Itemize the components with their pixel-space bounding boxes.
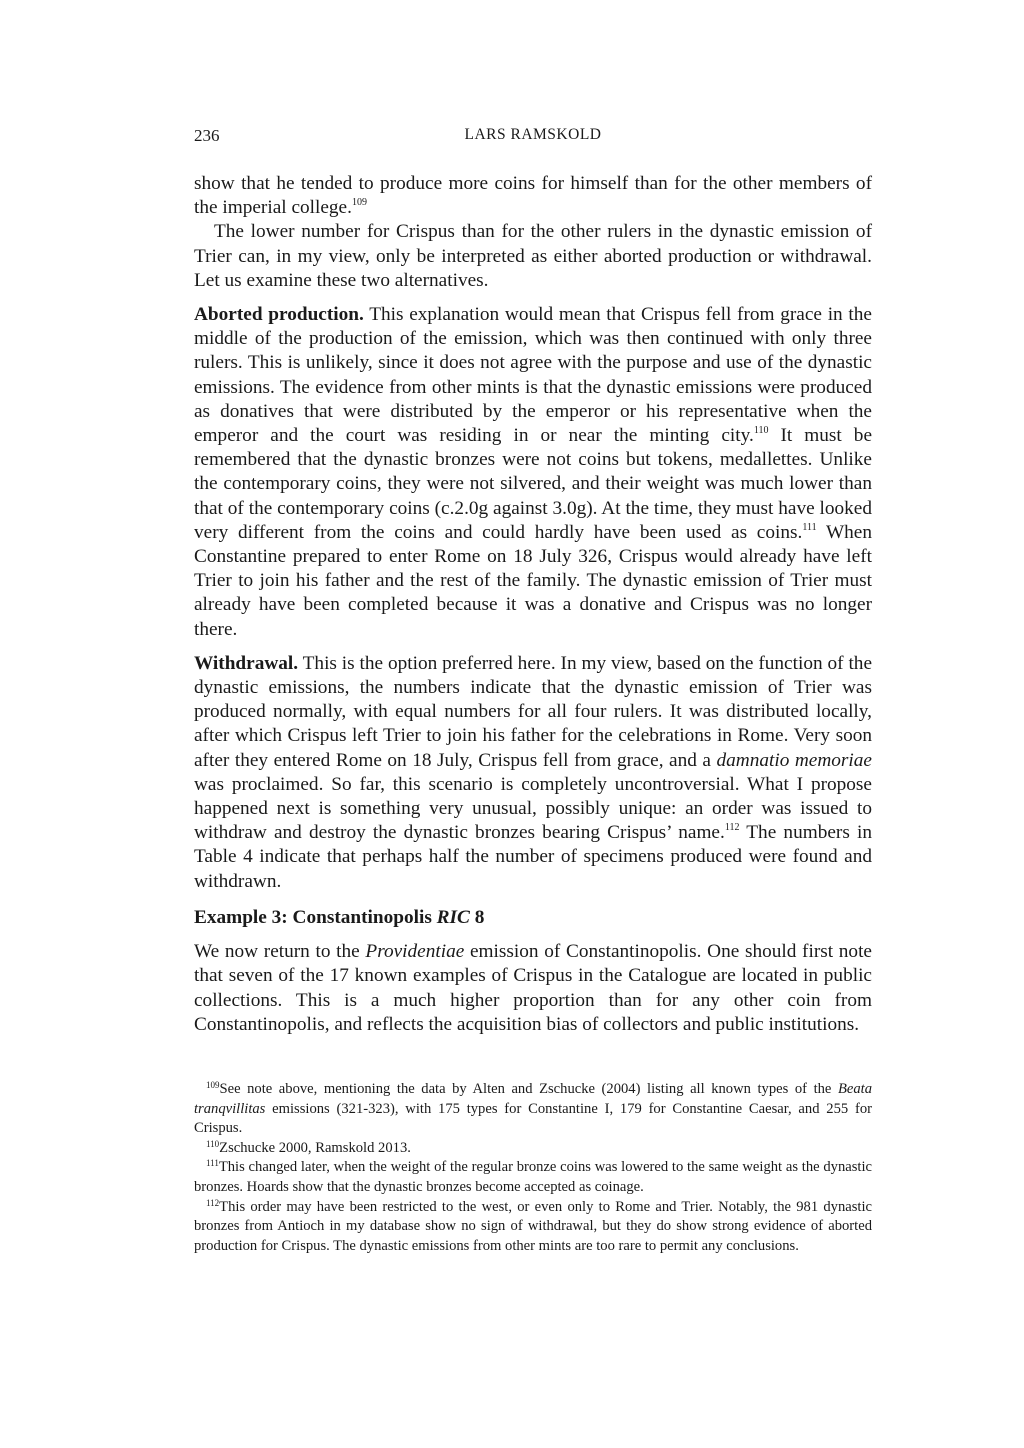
paragraph-4-text-1: This is the option preferred here. In my view, based on the function of the dynastic emissions, the numbers indicate that the dynastic emission of Trier was produced normally, with equal numbers for all four rulers. It was distributed locally, after which Crispus left Trier to join his father for the celebrations in Rome. Very soon after they entered Rome on 18 July, Crispus fell from grace, and a [194,652,872,771]
footnote-text: This changed later, when the weight of the regular bronze coins was lowered to the same weight as the dynastic bronzes. Hoards show that the dynastic bronzes become accepted as coinage. [194,1159,872,1195]
paragraph-5 [194,940,872,1037]
lead-in-withdrawal: Withdrawal. [194,652,299,674]
paragraph-1-text: show that he tended to produce more coins for himself than for the other members of the imperial college. [194,173,872,219]
main-text [194,172,872,1037]
footnote-text: See note above, mentioning the data by Alten and Zschucke (2004) listing all known types of the [219,1081,838,1097]
footnote-112 [194,1198,872,1257]
footnotes [194,1080,872,1256]
lead-in-aborted-production: Aborted production. [194,304,364,326]
footnote-110 [194,1139,872,1159]
heading-text: Example 3: Constantinopolis [194,906,437,928]
running-head: LARS RAMSKOLD [464,126,602,143]
footnote-number: 109 [206,1080,220,1090]
footnote-italic: Beata tranqvillitas [194,1081,872,1117]
note-ref-112: 112 [724,822,740,834]
paragraph-4-text-3: The numbers in Table 4 indicate that perhaps half the number of specimens produced were found and withdrawn. [194,822,872,892]
note-ref-111: 111 [802,521,817,533]
heading-italic-ric: RIC [436,906,470,928]
footnote-109 [194,1080,872,1139]
paragraph-2: The lower number for Crispus than for the other rulers in the dynastic emission of Trier can, in my view, only be interpreted as either aborted production or withdrawal. Let us examine these two alternatives. [194,221,872,291]
footnote-text-2: emissions (321-323), with 175 types for Constantine I, 179 for Constantine Caesar, and 255 for Crispus. [194,1100,872,1137]
paragraph-5-text-2: emission of Constantinopolis. One should first note that seven of the 17 known examples of Crispus in the Catalogue are located in public collections. This is a much higher proportion than for any other coin from Constantinopolis, and reflects the acquisition bias of collectors and public institutions. [194,941,872,1035]
paragraph-3-text-1: This explanation would mean that Crispus fell from grace in the middle of the production of the emission, which was then continued with only three rulers. This is unlikely, since it does not agree with the purpose and use of the dynastic emissions. The evidence from other mints is that the dynastic emissions were produced as donatives that were distributed by the emperor or his representative when the emperor and the court was residing in or near the minting city. [194,304,872,447]
footnote-number: 110 [206,1138,220,1149]
paragraph-4-text-2: was proclaimed. So far, this scenario is completely uncontroversial. What I propose happened next is something very unusual, possibly unique: an order was issued to withdraw and destroy the dynastic bronzes bearing Crispus’ name. [194,773,872,844]
footnote-text: This order may have been restricted to the west, or even only to Rome and Trier. Notably, the 981 dynastic bronzes from Antioch in my database show no sign of withdrawal, but they do show strong evidence of aborted production for Crispus. The dynastic emissions from other mints are too rare to permit any conclusions. [194,1198,872,1254]
footnote-number: 111 [206,1158,219,1169]
note-ref-109: 109 [351,197,367,209]
paragraph-withdrawal [194,652,872,894]
paragraph-3-text-2: It must be remembered that the dynastic bronzes were not coins but tokens, medallettes. Unlike the contemporary coins, they were not silvered, and their weight was much lower than that of the contemporary coins (c.2.0g against 3.0g). At the time, they must have looked very different from the coins and could hardly have been used as coins. [194,425,873,543]
paragraph-aborted-production [194,303,872,642]
paragraph-5-text-1: We now return to the [194,941,366,963]
note-ref-110: 110 [753,425,769,437]
italic-providentiae: Providentiae [365,941,465,963]
footnote-number: 112 [206,1197,220,1208]
section-heading-example-3 [194,906,872,930]
paragraph-1 [194,172,872,220]
paragraph-3-text-3: When Constantine prepared to enter Rome on 18 July 326, Crispus would already have left Trier to join his father and the rest of the family. The dynastic emission of Trier must already have been completed because it was a donative and Crispus was no longer there. [194,521,873,640]
page-number: 236 [194,126,220,145]
footnote-text: Zschucke 2000, Ramskold 2013. [219,1139,411,1156]
footnote-111 [194,1158,872,1197]
italic-damnatio-memoriae: damnatio memoriae [716,749,872,771]
heading-number: 8 [469,906,485,928]
page-header [194,126,872,150]
